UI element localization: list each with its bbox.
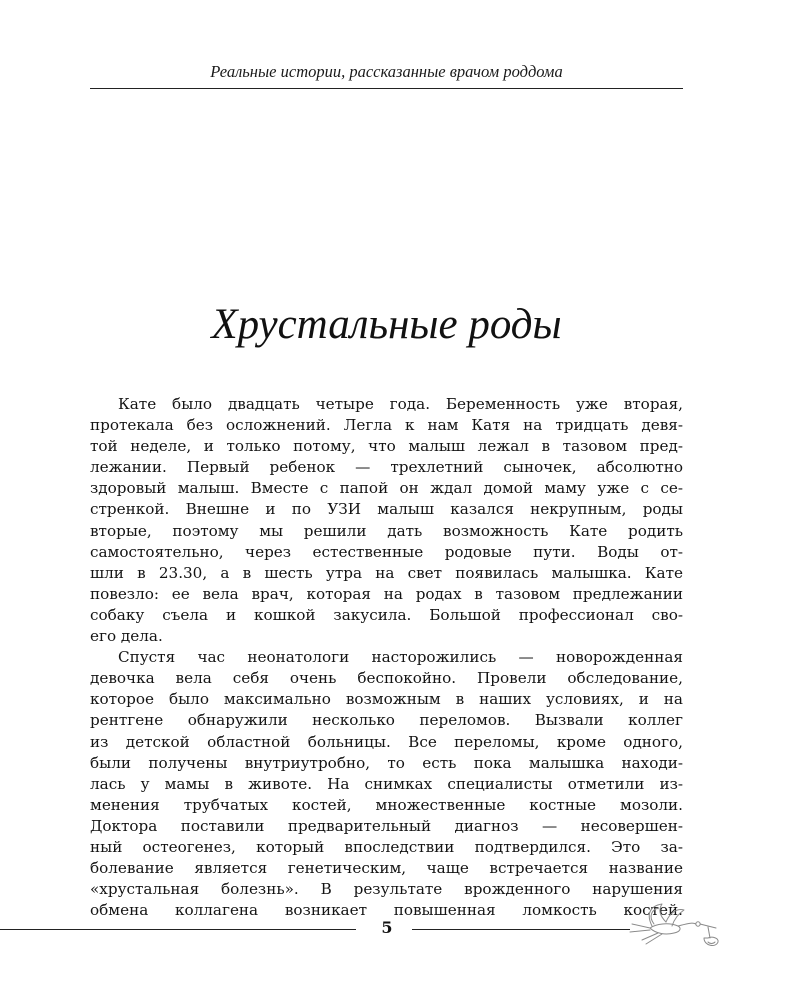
body-line: его дела. [90, 627, 163, 646]
body-line: здоровый малыш. Вместе с папой он ждал домой маму уже с се- [90, 479, 683, 498]
body-line: которое было максимально возможным в наших условиях, и на [90, 690, 683, 709]
body-line: из детской областной больницы. Все переломы, кроме одного, [90, 732, 683, 751]
body-line: протекала без осложнений. Легла к нам Катя на тридцать девя- [90, 416, 683, 435]
body-line: рентгене обнаружили несколько переломов. Вызвали коллег [90, 711, 683, 730]
body-line: повезло: ее вела врач, которая на родах в тазовом предлежании [90, 584, 683, 603]
body-line: лась у мамы в животе. На снимках специалисты отметили из- [90, 774, 683, 793]
body-line: «хрустальная болезнь». В результате врожденного нарушения [90, 880, 683, 899]
body-line: лежании. Первый ребенок — трехлетний сыночек, абсолютно [90, 458, 683, 477]
body-line: стренкой. Внешне и по УЗИ малыш казался некрупным, роды [90, 500, 683, 519]
footer-rule-left [0, 929, 356, 930]
body-text [90, 394, 683, 921]
header-rule [90, 88, 683, 89]
body-line: обмена коллагена возникает повышенная ломкость костей. [90, 901, 683, 920]
body-line: вторые, поэтому мы решили дать возможность Кате родить [90, 521, 683, 540]
stork-icon [622, 902, 722, 956]
body-line: ный остеогенез, который впоследствии подтвердился. Это за- [90, 837, 683, 856]
body-line: менения трубчатых костей, множественные костные мозоли. [90, 795, 683, 814]
running-header-title: Реальные истории, рассказанные врачом роддома [210, 62, 563, 81]
body-line: Спустя час неонатологи насторожились — новорожденная [118, 648, 683, 667]
body-line: самостоятельно, через естественные родовые пути. Воды от- [90, 542, 683, 561]
chapter-title: Хрустальные роды [211, 301, 562, 348]
page-number: 5 [381, 918, 393, 937]
body-line: болевание является генетическим, чаще встречается название [90, 859, 683, 878]
body-line: той неделе, и только потому, что малыш лежал в тазовом пред- [90, 437, 683, 456]
body-line: Доктора поставили предварительный диагноз — несовершен- [90, 816, 683, 835]
body-line: Кате было двадцать четыре года. Беременность уже вторая, [118, 395, 683, 413]
body-line: собаку съела и кошкой закусила. Большой профессионал сво- [90, 605, 683, 624]
footer-rule-right [412, 929, 630, 930]
body-line: девочка вела себя очень беспокойно. Провели обследование, [90, 669, 683, 688]
body-line: были получены внутриутробно, то есть пока малышка находи- [90, 753, 683, 772]
body-line: шли в 23.30, а в шесть утра на свет появилась малышка. Кате [90, 563, 683, 582]
